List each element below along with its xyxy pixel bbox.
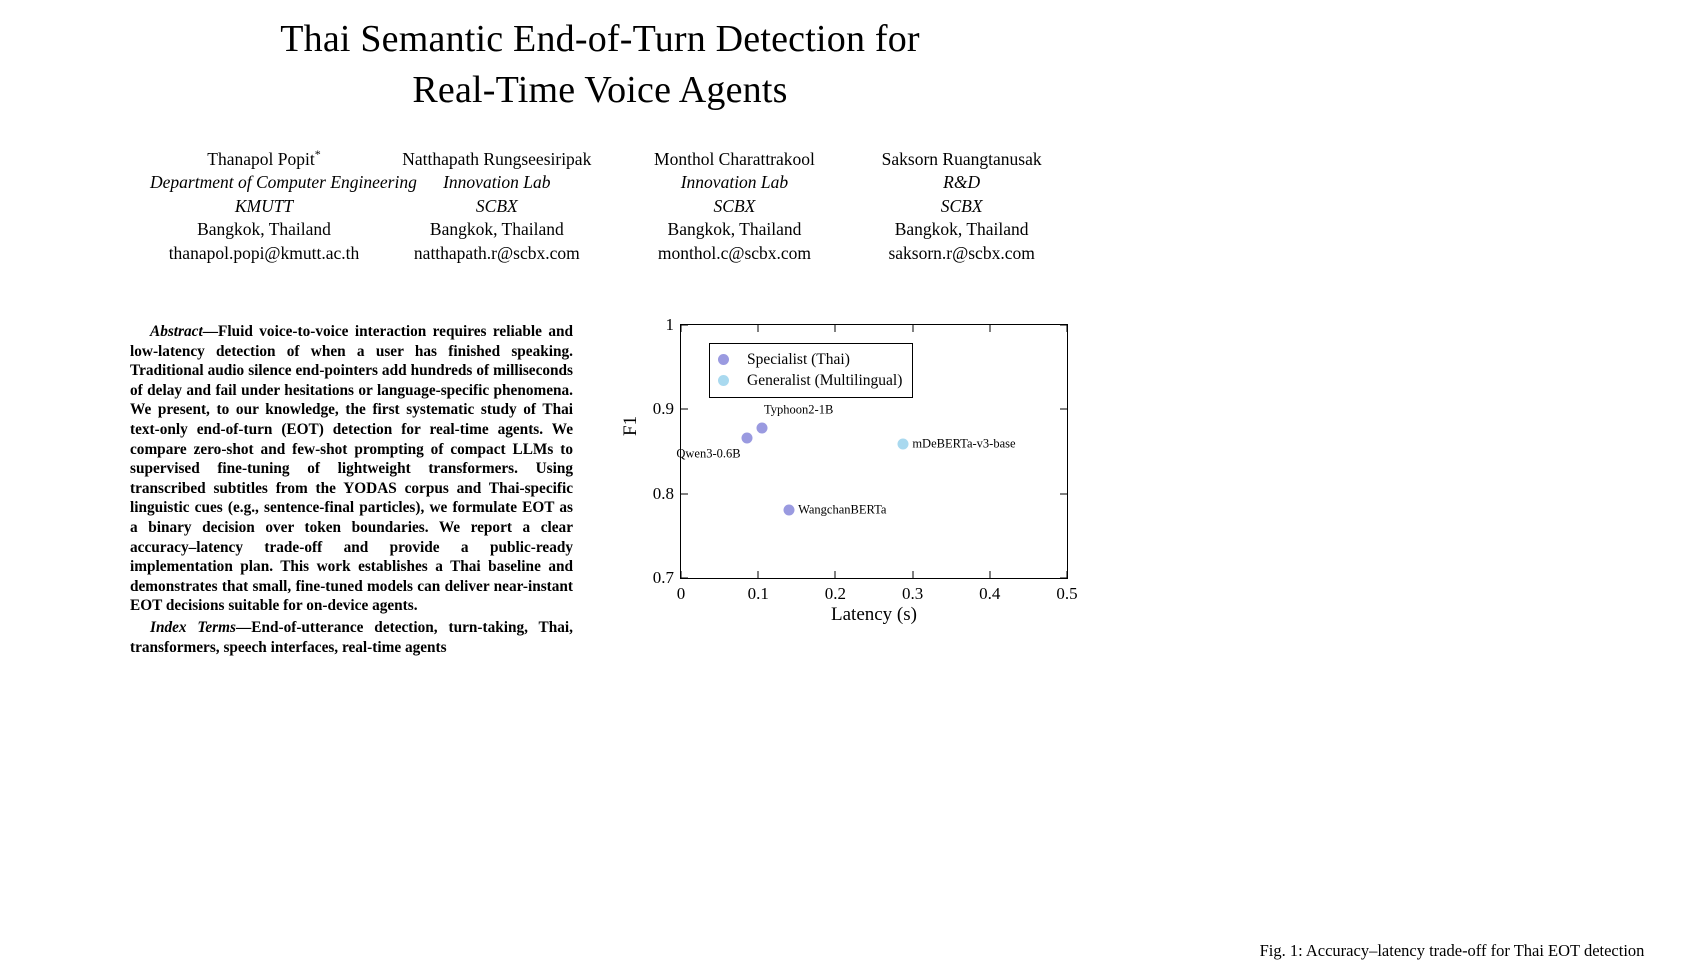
- author-email[interactable]: thanapol.popi@kmutt.ac.th: [168, 242, 360, 263]
- data-point: [784, 504, 795, 515]
- x-axis-tick-mark: [758, 571, 759, 578]
- author-organization: SCBX: [940, 195, 983, 216]
- data-point-label: Typhoon2-1B: [764, 402, 834, 417]
- author-department: Innovation Lab: [680, 172, 789, 193]
- x-axis-tick-label: 0.2: [824, 584, 847, 603]
- author-department: Department of Computer Engineering: [150, 172, 417, 193]
- author-email[interactable]: natthapath.r@scbx.com: [413, 242, 580, 263]
- y-axis-tick-mark: [681, 325, 688, 326]
- data-point: [898, 438, 909, 449]
- legend-swatch-generalist: [718, 375, 729, 386]
- x-axis-tick-mark: [681, 571, 682, 578]
- data-point: [757, 422, 768, 433]
- chart-legend: [709, 343, 913, 398]
- x-axis-tick-mark: [1067, 325, 1068, 332]
- author-organization: SCBX: [713, 195, 756, 216]
- x-axis-label: Latency (s): [831, 604, 917, 625]
- y-axis-tick-label: 1: [665, 315, 674, 334]
- x-axis-tick-mark: [912, 325, 913, 332]
- legend-item-generalist: [718, 370, 902, 391]
- abstract-text: Fluid voice-to-voice interaction requires reliable and low-latency detection of when a user has finished speaking. Traditional audio silence end-pointers add hundreds of milliseconds of delay and fail under hesitations or language-specific phenomena. We present, to our knowledge, the first systematic study of Thai text-only end-of-turn (EOT) detection for real-time agents. We compare zero-shot and few-shot prompting of compact LLMs to supervised fine-tuning of lightweight transformers. Using transcribed subtitles from the YODAS corpus and Thai-specific linguistic cues (e.g., sentence-final particles), we formulate EOT as a binary decision over token boundaries. We report a clear accuracy–latency trade-off and provide a public-ready implementation plan. This work establishes a Thai baseline and demonstrates that small, fine-tuned models can deliver near-instant EOT decisions suitable for on-device agents.: [130, 323, 573, 615]
- author-name: [616, 143, 854, 171]
- index-terms-runin-label: Index Terms: [150, 618, 236, 636]
- x-axis-tick-label: 0.5: [1056, 584, 1078, 603]
- y-axis-label: F1: [620, 415, 641, 436]
- author-name-text: Natthapath Rungseesiripak: [402, 148, 592, 169]
- x-axis-tick-label: 0.4: [979, 584, 1001, 603]
- y-axis-tick-mark: [681, 493, 688, 494]
- x-axis-tick-mark: [758, 325, 759, 332]
- legend-label-specialist: Specialist (Thai): [747, 351, 850, 368]
- author-block: [853, 143, 1070, 265]
- data-point-label: Qwen3-0.6B: [676, 446, 741, 461]
- index-terms-text: End-of-utterance detection, turn-taking, Thai, transformers, speech interfaces, real-time agents: [130, 618, 573, 656]
- author-email[interactable]: monthol.c@scbx.com: [657, 242, 812, 263]
- author-list: [150, 143, 1070, 265]
- figure-caption: Fig. 1: Accuracy–latency trade-off for Thai EOT detection: [1259, 941, 1645, 960]
- x-axis-tick-mark: [989, 325, 990, 332]
- author-name: [378, 143, 616, 171]
- author-city: Bangkok, Thailand: [667, 219, 802, 240]
- title-line-2: Real-Time Voice Agents: [412, 69, 788, 111]
- y-axis-tick-label: 0.7: [652, 568, 674, 587]
- author-department: Innovation Lab: [443, 172, 551, 193]
- author-email[interactable]: saksorn.r@scbx.com: [888, 242, 1035, 263]
- x-axis-tick-mark: [835, 325, 836, 332]
- author-name-text: Thanapol Popit: [207, 148, 315, 169]
- author-name-text: Monthol Charattrakool: [654, 148, 815, 169]
- y-axis-tick-label: 0.9: [652, 399, 674, 419]
- author-city: Bangkok, Thailand: [894, 219, 1029, 240]
- index-terms-paragraph: [130, 618, 573, 657]
- y-axis-tick-label: 0.8: [652, 483, 674, 503]
- y-axis-tick-mark: [681, 409, 688, 410]
- abstract-paragraph: [130, 322, 573, 616]
- x-axis-tick-label: 0: [676, 584, 686, 603]
- figure-1: [608, 315, 1645, 960]
- author-block: [378, 143, 616, 265]
- author-city: Bangkok, Thailand: [197, 219, 331, 240]
- author-organization: KMUTT: [234, 195, 294, 216]
- data-point-label: mDeBERTa-v3-base: [912, 436, 1016, 451]
- author-name: [853, 143, 1070, 171]
- x-axis-tick-mark: [1067, 571, 1068, 578]
- author-organization: SCBX: [475, 195, 518, 216]
- scatter-chart: [608, 315, 1080, 625]
- author-department: R&D: [943, 172, 981, 193]
- x-axis-tick-label: 0.1: [747, 584, 769, 603]
- x-axis-tick-mark: [912, 571, 913, 578]
- author-city: Bangkok, Thailand: [429, 219, 564, 240]
- y-axis-tick-mark: [681, 578, 688, 579]
- legend-swatch-specialist: [718, 354, 729, 365]
- y-axis-tick-mark: [1060, 493, 1067, 494]
- data-point-label: WangchanBERTa: [798, 502, 887, 517]
- x-axis-tick-mark: [835, 571, 836, 578]
- y-axis-tick-mark: [1060, 409, 1067, 410]
- author-block: [150, 143, 417, 265]
- title-line-1: Thai Semantic End-of-Turn Detection for: [280, 18, 920, 60]
- abstract-dash: —: [202, 323, 218, 340]
- author-name: [150, 143, 378, 171]
- data-point: [741, 433, 752, 444]
- legend-item-specialist: [718, 349, 902, 370]
- page-title: [0, 14, 1200, 116]
- author-block: [616, 143, 854, 265]
- x-axis-tick-mark: [989, 571, 990, 578]
- author-affiliation-marker: *: [314, 147, 321, 161]
- abstract-column: [130, 322, 573, 657]
- legend-label-generalist: Generalist (Multilingual): [747, 372, 903, 389]
- author-name-text: Saksorn Ruangtanusak: [881, 148, 1042, 169]
- plot-area: [652, 315, 1078, 603]
- abstract-runin-label: Abstract: [150, 323, 203, 340]
- x-axis-tick-mark: [681, 325, 682, 332]
- index-terms-dash: —: [235, 618, 252, 636]
- x-axis-tick-label: 0.3: [901, 584, 924, 603]
